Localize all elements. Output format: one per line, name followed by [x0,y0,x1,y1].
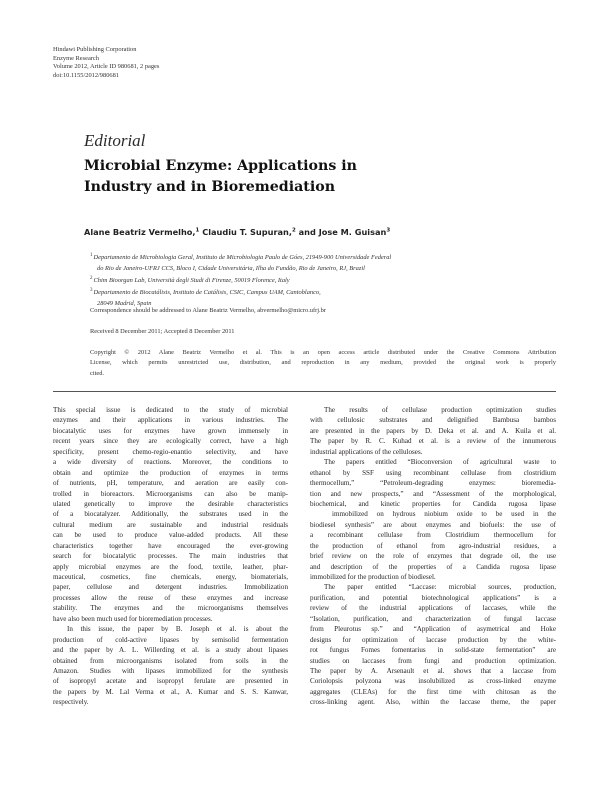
body-text-line: The paper by R. C. Kuhad et al. is a review of the innumerous [310,437,556,446]
copyright-line: License, which permits unrestricted use, distribution, and reproduction in any medium, provided the original work is properly [90,359,556,367]
body-text-line: and the paper by A. L. Willerding et al. is a study about lipases [53,646,288,655]
author-1-affil: 1 [195,227,200,234]
publisher-name: Hindawi Publishing Corporation [53,46,137,53]
affiliation-1 [90,251,560,264]
affiliation-3-cont: 28049 Madrid, Spain [97,300,152,307]
body-text-line: paper, cellulose and detergent industries. Immobilization [53,583,288,592]
body-text-line: have also been much used for bioremediation processes. [53,614,213,623]
body-text-line: with cellulosic substrates and delignified Bambusa bambos [310,416,556,425]
copyright-line: cited. [90,369,105,377]
copyright-notice [90,348,556,379]
body-text-line: thermocellum,” “Petroleum-degrading enzymes: bioremedia- [310,479,556,488]
body-text-line: stability. The enzymes and the microorganisms themselves [53,604,288,613]
title-line-1: Microbial Enzyme: Applications in [84,158,357,174]
affiliation-1-number: 1 [90,253,93,258]
author-3-affil: 3 [386,227,391,234]
author-2-affil: 2 [291,227,296,234]
body-text-line: of a biocatalyzer. Additionally, the substrates used in the [53,510,288,519]
body-text-line: The results of cellulase production optimization studies [324,406,556,414]
affiliations [90,251,560,309]
body-text-line: obtained from microorganisms isolated from soils in the [53,656,288,665]
affiliation-1-cont: do Rio de Janeiro-UFRJ CCS, Bloco I, Cidade Universitária, Ilha do Fundão, Rio de Janeiro, RJ, Brazil [97,264,365,272]
body-text-line: respectively. [53,698,89,707]
body-text-line: apply microbial enzymes are the food, textile, leather, phar- [53,562,288,571]
article-title [84,156,484,197]
body-text-line: obtain and optimize the production of enzymes in terms [53,468,288,477]
body-column-right [310,405,556,708]
body-text-line: “Isolation, purification, and characterization of fungal laccase [310,614,556,623]
volume-info: Volume 2012, Article ID 980681, 2 pages [53,63,160,71]
affiliation-2-text: Chim Bioorgan Lab, Università degli Studi di Firenze, 50019 Florence, Italy [93,277,290,285]
body-text-line: characteristics together have encouraged the ever-growing [53,541,288,550]
body-text-line: Coriolopsis polyzona was insolubilized as cross-linked enzyme [310,677,556,686]
body-text-line: recent years since they are ecologically correct, have a high [53,437,288,446]
doi: doi:10.1155/2012/980681 [53,71,119,79]
body-text-line: processes allow the reuse of these enzymes and increase [53,593,288,602]
author-3: and Jose M. Guisan [295,227,387,237]
body-text-line: rot fungus Fomes fomentarius in solid-state fermentation” are [310,646,556,655]
body-text-line: The paper entitled “Laccase: microbial sources, production, [324,583,556,592]
body-text-line: search for biocatalytic processes. The main industries that [53,552,288,561]
body-text-line: tion and new prospects,” and “Assessment of the morphological, [310,489,556,498]
body-text-line: enzymes and their applications in various industries. The [53,416,288,425]
body-text-line: the production of ethanol from agro-industrial residues, a [310,541,556,550]
body-text-line: and description of the properties of a Candida rugosa lipase [310,562,556,571]
journal-header [53,46,159,80]
body-text-line: specificity, present chemo-regio-enantio selectivity, and have [53,447,288,456]
body-text-line: of nutrients, pH, temperature, and aeration are easily con- [53,479,288,488]
body-text-line: ulated genetically to improve the desirable characteristics [53,499,288,508]
correspondence: Correspondence should be addressed to Alane Beatriz Vermelho, abvermelho@micro.ufrj.br [90,307,326,314]
body-text-line: review of the industrial applications of laccases, while the [310,604,556,613]
body-text-line: a wide diversity of reactions. Moreover, the conditions to [53,458,288,467]
body-text-line: designs for optimization of laccase production by the white- [310,635,556,644]
author-2: Claudiu T. Supuran, [199,227,292,237]
body-text-line: maceutical, cosmetics, fine chemicals, energy, biomaterials, [53,573,288,581]
body-text-line: biochemical, and kinetic properties for Candida rugosa lipase [310,499,556,508]
body-text-line: can be used to produce value-added products. All these [53,531,288,540]
body-text-line: purification, and potential biotechnological applications” is a [310,593,556,602]
body-text-line: trolled in bioreactors. Microorganisms can also be manip- [53,489,288,498]
body-text-line: studies on laccases from fungi and production optimization. [310,656,556,665]
body-text-line: production of cold-active lipases by semisolid fermentation [53,635,288,644]
body-text-line: brief review on the role of enzymes that degrade oil, the use [310,552,556,561]
author-list [84,227,390,237]
body-text-line: biodiesel synthesis” are about enzymes and biofuels: the use of [310,520,556,529]
received-accepted-dates: Received 8 December 2011; Accepted 8 December 2011 [90,328,235,335]
body-text-line: cross-linking agent. Also, within the laccase theme, the paper [310,698,556,707]
body-text-line: In this issue, the paper by B. Joseph et al. is about the [67,625,288,634]
body-text-line: cultural medium are sustainable and industrial residuals [53,520,288,529]
affiliation-2 [90,274,560,287]
body-text-line: the papers by M. Lal Verma et al., A. Kumar and S. S. Kanwar, [53,687,288,696]
body-text-line: industrial applications of the celluloses. [310,447,423,456]
body-text-line: immobilized for the production of biodiesel. [310,573,436,581]
affiliation-3-number: 3 [90,288,93,294]
section-divider [53,391,556,392]
affiliation-3 [90,286,560,299]
body-text-line: are presented in the papers by D. Deka et al. and A. Kuila et al. [310,426,556,435]
affiliation-2-number: 2 [90,275,93,281]
section-label: Editorial [84,131,146,150]
author-1: Alane Beatriz Vermelho, [84,227,196,237]
journal-name: Enzyme Research [53,54,99,62]
body-text-line: The paper by A. Arsenault et al. shows that a laccase from [310,666,556,675]
body-column-left [53,405,288,708]
affiliation-1-line-1: Departamento de Microbiologia Geral, Instituto de Microbiologia Paulo de Góes, 21949-900 Universidade Federal [93,254,392,262]
affiliation-3-line-1: Departamento de Biocatálisis, Instituto de Catálisis, CSIC, Campus UAM, Cantoblanco, [93,289,321,297]
body-text-line: immobilized on hydrous niobium oxide to be used in the [332,510,556,519]
title-line-2: Industry and in Bioremediation [84,178,336,195]
body-text-line: The papers entitled “Bioconversion of agricultural waste to [324,458,556,467]
body-text-line: from Pleurotus sp.” and “Application of asymetrical and Hoke [310,625,556,634]
body-text-line: a recombinant cellulase from Clostridium thermocellum for [310,531,556,540]
copyright-line: Copyright © 2012 Alane Beatriz Vermelho et al. This is an open access article distributed under the Creative Commons Attribution [90,349,556,356]
body-text-line: This special issue is dedicated to the study of microbial [53,406,288,414]
body-text-line: Amazon. Studies with lipases immobilized for the synthesis [53,666,288,675]
body-text-line: ethanol by SSF using recombinant cellulase from clostridium [310,468,556,477]
body-text-line: biocatalytic uses for enzymes have grown immensely in [53,426,288,435]
body-text-line: of isopropyl acetate and isopropyl ferulate are presented in [53,677,288,686]
body-text-line: aggregates (CLEAs) for the first time with chitosan as the [310,687,556,696]
